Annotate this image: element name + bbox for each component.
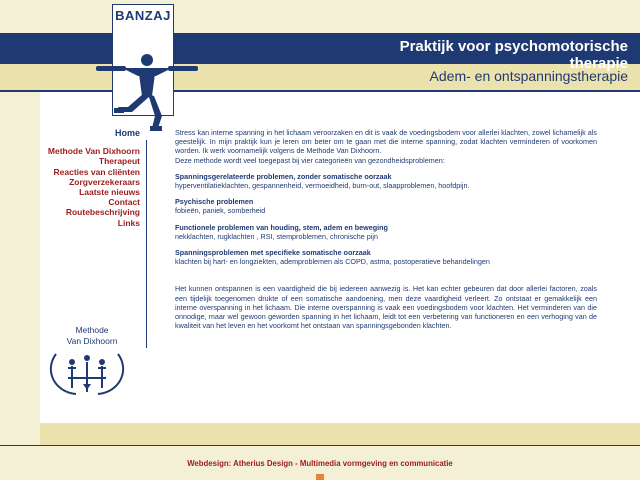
nav-item-methode-van-dixhoorn[interactable]: Methode Van Dixhoorn (47, 146, 140, 157)
main-content (175, 128, 597, 330)
intro-categories-text: Deze methode wordt veel toegepast bij vier categorieën van gezondheidsproblemen: (175, 155, 445, 165)
footer-cream-band (40, 423, 640, 445)
nav-item-contact[interactable]: Contact (108, 197, 140, 208)
category-text: nekklachten, rugklachten , RSI, stemproblemen, chronische pijn (175, 231, 378, 241)
main-nav (40, 128, 140, 228)
category-block (175, 223, 597, 241)
nav-item-home[interactable]: Home (114, 128, 140, 138)
intro-paragraph: Stress kan interne spanning in het lichaam veroorzaken en dit is vaak de voedingsbodem voor allerlei klachten, zowel lichamelijk als geestelijk. In mijn praktijk kun je leren om beter om te gaan met die interne spanning, zodat klachten verminderen of voorkomen worden. Ik werk voornamelijk volgens de Methode Van Dixhoorn. (175, 128, 597, 156)
category-text: fobieën, paniek, somberheid (175, 206, 266, 216)
nav-item-reacties[interactable]: Reacties van cliënten (53, 166, 140, 177)
category-heading: Spanningsproblemen met specifieke somatische oorzaak (175, 248, 371, 258)
nav-item-routebeschrijving[interactable]: Routebeschrijving (65, 207, 140, 218)
category-heading: Spanningsgerelateerde problemen, zonder somatische oorzaak (175, 171, 392, 181)
dixhoorn-method-icon[interactable] (46, 348, 128, 400)
page-subtitle: Adem- en ontspanningstherapie (429, 68, 628, 84)
nav-item-laatste-nieuws[interactable]: Laatste nieuws (79, 187, 140, 198)
footer-badge-icon[interactable] (316, 474, 324, 480)
category-text: klachten bij hart- en longziekten, ademproblemen als COPD, astma, postoperatieve behandelingen (175, 257, 490, 267)
nav-divider (146, 140, 147, 348)
footer-credit-link[interactable]: Webdesign: Atherius Design - Multimedia vormgeving en communicatie (187, 459, 453, 468)
logo-text: BANZAJ (115, 8, 171, 23)
category-heading: Functionele problemen van houding, stem, adem en beweging (175, 222, 388, 232)
nav-item-therapeut[interactable]: Therapeut (98, 156, 140, 167)
methode-caption-line1: Methode (75, 325, 109, 335)
category-heading: Psychische problemen (175, 197, 254, 207)
category-block (175, 197, 597, 215)
methode-caption-line2: Van Dixhoorn (66, 336, 118, 346)
nav-item-zorgverzekeraars[interactable]: Zorgverzekeraars (69, 176, 140, 187)
category-block (175, 172, 597, 190)
category-block (175, 248, 597, 266)
footer-divider (0, 445, 640, 446)
outro-paragraph: Het kunnen ontspannen is een vaardigheid die bij iedereen aanwezig is. Het kan echter gebeuren dat door allerlei factoren, zoals een tijdelijk toegenomen drukte of een somatische aandoening, men deze vaardigheid verleert. Zo ontstaat er gemakkelijk een interne overspanning in het lichaam. Die interne overspanning is vaak een voedingsbodem voor klachten. Het verminderen van die onnodige, maar wel gewoon geworden spanning in het lichaam, leidt tot een verbetering van functioneren en een verhoging van de kwaliteit van het leven en het voorkomt het ontstaan van spanningsgebonden klachten. (175, 284, 597, 331)
page-title: Praktijk voor psychomotorische therapie (399, 38, 628, 72)
running-figure-icon (92, 52, 202, 132)
category-text: hyperventilatieklachten, gespannenheid, vermoeidheid, burn-out, slaapproblemen, hoofdpijn. (175, 181, 470, 191)
nav-item-links[interactable]: Links (117, 217, 140, 228)
methode-caption[interactable] (48, 325, 136, 347)
